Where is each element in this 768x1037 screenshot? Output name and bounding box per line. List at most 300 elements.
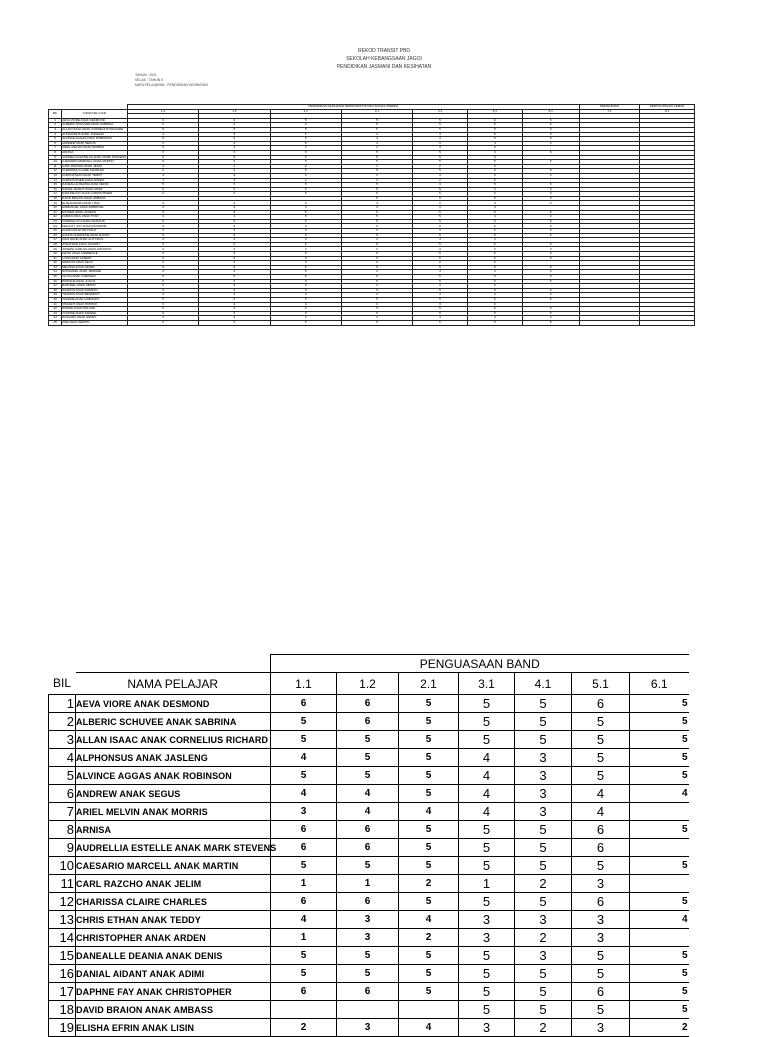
mini-cell: 5 xyxy=(467,132,522,137)
band-cell: 6 xyxy=(572,983,630,1001)
mini-row-number: 14 xyxy=(49,178,62,183)
mini-cell: 5 xyxy=(341,192,412,197)
table-row xyxy=(49,929,689,947)
mini-row-number: 31 xyxy=(49,256,62,261)
mini-cell: 5 xyxy=(127,252,198,257)
mini-cell: 5 xyxy=(270,224,341,229)
band-cell: 3 xyxy=(572,875,630,893)
mini-cell: 5 xyxy=(522,150,579,155)
mini-unit-header: 1.1 xyxy=(127,109,198,114)
band-cell: 3 xyxy=(515,803,572,821)
mini-cell: 6 xyxy=(199,279,270,284)
mini-cell: 5 xyxy=(341,169,412,174)
mini-cell: 5 xyxy=(270,252,341,257)
mini-cell: 5 xyxy=(522,210,579,215)
band-cell xyxy=(399,1001,459,1019)
mini-cell: 3 xyxy=(413,302,468,307)
mini-cell: 6 xyxy=(467,155,522,160)
mini-cell: 5 xyxy=(270,210,341,215)
mini-cell: 5 xyxy=(467,127,522,132)
mini-cell: 5 xyxy=(199,252,270,257)
band-cell: 5 xyxy=(572,947,630,965)
mini-cell: 5 xyxy=(467,252,522,257)
mini-cell: 5 xyxy=(341,150,412,155)
mini-cell: 5 xyxy=(413,187,468,192)
mini-row-number: 38 xyxy=(49,288,62,293)
row-number: 6 xyxy=(49,785,76,803)
mini-row-name: WINNIE ANAK ROLAND xyxy=(62,307,128,312)
mini-row-name: OLIVIA ANAK STEPHEN xyxy=(62,274,128,279)
mini-cell: 4 xyxy=(413,293,468,298)
mini-cell: 5 xyxy=(270,132,341,137)
mini-cell xyxy=(640,320,695,325)
band-cell: 5 xyxy=(459,731,515,749)
band-cell: 6 xyxy=(337,713,399,731)
mini-row-number: 5 xyxy=(49,137,62,142)
mini-cell: 4 xyxy=(199,293,270,298)
mini-cell: 5 xyxy=(467,219,522,224)
mini-row-number: 37 xyxy=(49,284,62,289)
doc-title-3: PENDIDIKAN JASMANI DAN KESIHATAN xyxy=(336,64,432,70)
band-cell: 5 xyxy=(337,731,399,749)
mini-row-name: ALBERIC SCHUVEE ANAK SABRINA xyxy=(62,123,128,128)
mini-cell: 5 xyxy=(199,297,270,302)
band-cell: 1 xyxy=(337,875,399,893)
band-cell: 6 xyxy=(572,821,630,839)
mini-row-number: 39 xyxy=(49,293,62,298)
mini-cell: 4 xyxy=(270,316,341,321)
band-cell: 5 xyxy=(515,695,572,713)
mini-row-name: YVONNE ANAK SAMUEL xyxy=(62,311,128,316)
mini-cell: 3 xyxy=(467,201,522,206)
mini-cell: 5 xyxy=(413,320,468,325)
band-cell: 5 xyxy=(630,695,689,713)
mini-cell: 5 xyxy=(127,288,198,293)
mini-cell: 3 xyxy=(522,247,579,252)
band-cell: 5 xyxy=(337,947,399,965)
mini-row-name: ARNISA xyxy=(62,150,128,155)
mini-cell: 6 xyxy=(199,155,270,160)
band-cell xyxy=(271,1001,337,1019)
band-cell: 5 xyxy=(459,893,515,911)
mini-row-number: 45 xyxy=(49,320,62,325)
mini-cell: 4 xyxy=(341,146,412,151)
col-unit-1-1: 1.1 xyxy=(271,673,337,695)
band-cell: 5 xyxy=(459,713,515,731)
mini-row-name: VINCENT ANAK PATRICK xyxy=(62,302,128,307)
mini-cell: 5 xyxy=(341,155,412,160)
band-cell: 5 xyxy=(337,749,399,767)
band-cell: 5 xyxy=(271,857,337,875)
table-row xyxy=(49,803,689,821)
mini-cell: 3 xyxy=(413,206,468,211)
band-cell: 5 xyxy=(459,839,515,857)
mini-cell: 6 xyxy=(199,150,270,155)
mini-cell: 3 xyxy=(341,173,412,178)
band-cell: 5 xyxy=(630,1001,689,1019)
mini-row-number: 44 xyxy=(49,316,62,321)
mini-cell: 5 xyxy=(270,297,341,302)
mini-row-name: SHARON ANAK DOMINIC xyxy=(62,288,128,293)
mini-row-name: CHARISSA CLAIRE CHARLES xyxy=(62,169,128,174)
mini-row-number: 35 xyxy=(49,274,62,279)
mini-row-number: 28 xyxy=(49,242,62,247)
row-number: 13 xyxy=(49,911,76,929)
band-cell: 5 xyxy=(337,857,399,875)
col-unit-5-1: 5.1 xyxy=(572,673,630,695)
mini-cell: 4 xyxy=(199,238,270,243)
mini-cell: 5 xyxy=(341,311,412,316)
table-row xyxy=(49,1001,689,1019)
band-cell: 5 xyxy=(572,857,630,875)
mini-cell: 3 xyxy=(467,261,522,266)
band-cell: 5 xyxy=(630,749,689,767)
band-cell: 2 xyxy=(271,1019,337,1037)
band-cell xyxy=(630,929,689,947)
band-cell: 3 xyxy=(572,911,630,929)
mini-cell: 3 xyxy=(413,247,468,252)
band-cell: 6 xyxy=(572,839,630,857)
student-name: ALPHONSUS ANAK JASLENG xyxy=(76,749,271,767)
mini-cell: 6 xyxy=(467,150,522,155)
col-unit-6-1: 6.1 xyxy=(630,673,689,695)
mini-row-number: 24 xyxy=(49,224,62,229)
band-cell: 1 xyxy=(271,875,337,893)
mini-cell: 3 xyxy=(467,173,522,178)
band-cell: 5 xyxy=(271,767,337,785)
mini-cell: 5 xyxy=(199,265,270,270)
row-number: 12 xyxy=(49,893,76,911)
doc-meta-year: TAHUN : 2021 xyxy=(135,73,157,77)
row-number: 7 xyxy=(49,803,76,821)
mini-cell: 4 xyxy=(199,215,270,220)
mini-cell: 5 xyxy=(522,320,579,325)
mini-row-name: ALLAN ISAAC ANAK CORNELIUS RICHARD xyxy=(62,127,128,132)
mini-row-name: DANEALLE DEANIA ANAK DENIS xyxy=(62,183,128,188)
mini-cell: 5 xyxy=(413,297,468,302)
band-cell: 4 xyxy=(630,911,689,929)
mini-cell: 5 xyxy=(522,311,579,316)
mini-cell: 5 xyxy=(270,215,341,220)
band-cell: 5 xyxy=(630,857,689,875)
group-header-peers: PENDIDIKAN KESIHATAN REPRODUKTIF DAN SOSIAL (PEERS) xyxy=(127,105,579,110)
mini-cell: 5 xyxy=(199,288,270,293)
mini-row-name: RAPHAEL ANAK SIMON xyxy=(62,284,128,289)
mini-row-number: 11 xyxy=(49,164,62,169)
table-row xyxy=(49,983,689,1001)
table-row xyxy=(49,731,689,749)
mini-cell: 5 xyxy=(467,288,522,293)
mini-cell: 5 xyxy=(270,274,341,279)
band-cell: 5 xyxy=(515,893,572,911)
band-cell: 1 xyxy=(459,875,515,893)
mini-row-name: FELICITY JOY ANAK RAYMOND xyxy=(62,224,128,229)
mini-cell: 5 xyxy=(270,118,341,123)
band-cell: 4 xyxy=(399,803,459,821)
mini-cell: 5 xyxy=(127,183,198,188)
mini-cell: 5 xyxy=(270,160,341,165)
table-row xyxy=(49,857,689,875)
mini-row-number: 19 xyxy=(49,201,62,206)
mini-cell: 5 xyxy=(127,160,198,165)
mini-cell: 4 xyxy=(413,316,468,321)
band-cell: 4 xyxy=(459,749,515,767)
group-header-nutrition: PEMAKANAN xyxy=(579,105,639,110)
band-cell: 5 xyxy=(630,893,689,911)
mini-cell: 5 xyxy=(467,210,522,215)
mini-cell: 1 xyxy=(127,164,198,169)
mini-cell: 3 xyxy=(413,183,468,188)
band-cell: 3 xyxy=(515,767,572,785)
band-cell: 5 xyxy=(572,1001,630,1019)
mini-cell: 5 xyxy=(341,256,412,261)
mini-cell: 6 xyxy=(467,224,522,229)
mini-cell: 5 xyxy=(467,196,522,201)
band-cell: 4 xyxy=(459,785,515,803)
band-cell: 5 xyxy=(399,965,459,983)
mini-cell: 5 xyxy=(522,265,579,270)
table-row xyxy=(49,875,689,893)
mini-cell: 6 xyxy=(199,256,270,261)
mini-cell: 5 xyxy=(467,183,522,188)
band-cell: 5 xyxy=(459,947,515,965)
mini-cell: 4 xyxy=(522,215,579,220)
band-cell: 3 xyxy=(459,1019,515,1037)
mini-row-name: ZACHARY ANAK HENRY xyxy=(62,316,128,321)
mini-cell: 4 xyxy=(270,238,341,243)
mini-cell: 5 xyxy=(413,192,468,197)
mini-cell: 5 xyxy=(522,123,579,128)
mini-row-number: 2 xyxy=(49,123,62,128)
mini-cell: 5 xyxy=(341,127,412,132)
mini-cell: 5 xyxy=(467,307,522,312)
mini-cell: 5 xyxy=(413,210,468,215)
mini-cell: 4 xyxy=(127,293,198,298)
mini-cell: 3 xyxy=(127,229,198,234)
mini-cell: 4 xyxy=(270,302,341,307)
mini-cell: 4 xyxy=(467,146,522,151)
mini-cell: 2 xyxy=(413,201,468,206)
mini-cell: 5 xyxy=(413,224,468,229)
mini-cell: 5 xyxy=(413,160,468,165)
row-number: 11 xyxy=(49,875,76,893)
doc-meta-subject: MATA PELAJARAN : PENDIDIKAN KESIHATAN xyxy=(135,83,208,87)
mini-cell: 5 xyxy=(199,233,270,238)
band-cell: 6 xyxy=(337,983,399,1001)
col-unit-4-1: 4.1 xyxy=(515,673,572,695)
mini-cell: 5 xyxy=(522,183,579,188)
band-cell xyxy=(630,875,689,893)
mini-cell: 5 xyxy=(341,210,412,215)
mini-cell: 5 xyxy=(467,274,522,279)
student-name: ARIEL MELVIN ANAK MORRIS xyxy=(76,803,271,821)
mini-cell: 4 xyxy=(270,146,341,151)
band-cell: 4 xyxy=(459,803,515,821)
mini-cell: 5 xyxy=(467,320,522,325)
band-cell: 5 xyxy=(515,839,572,857)
row-number: 5 xyxy=(49,767,76,785)
band-cell: 5 xyxy=(459,965,515,983)
mini-cell: 4 xyxy=(413,270,468,275)
mini-cell xyxy=(579,320,639,325)
band-cell: 5 xyxy=(337,767,399,785)
band-cell: 5 xyxy=(630,731,689,749)
zoomed-table-view xyxy=(48,654,688,1035)
mini-cell: 5 xyxy=(127,187,198,192)
mini-row-name: KEVIN ANAK LAWRENCE xyxy=(62,252,128,257)
mini-cell: 5 xyxy=(522,252,579,257)
table-row xyxy=(49,695,689,713)
mini-cell: 3 xyxy=(467,164,522,169)
mini-row-name: CAESARIO MARCELL ANAK MARTIN xyxy=(62,160,128,165)
mini-cell: 3 xyxy=(127,284,198,289)
mini-cell: 5 xyxy=(522,196,579,201)
mini-cell: 3 xyxy=(270,229,341,234)
student-name: AUDRELLIA ESTELLE ANAK MARK STEVENS xyxy=(76,839,271,857)
row-number: 17 xyxy=(49,983,76,1001)
mini-cell: 5 xyxy=(270,183,341,188)
mini-cell: 6 xyxy=(199,224,270,229)
band-cell: 5 xyxy=(572,749,630,767)
mini-cell: 3 xyxy=(467,247,522,252)
mini-cell: 5 xyxy=(467,265,522,270)
mini-cell: 4 xyxy=(127,141,198,146)
band-cell: 2 xyxy=(630,1019,689,1037)
mini-cell: 5 xyxy=(467,160,522,165)
band-cell: 4 xyxy=(399,1019,459,1037)
mini-cell: 6 xyxy=(127,224,198,229)
mini-cell: 5 xyxy=(413,127,468,132)
mini-cell: 5 xyxy=(341,233,412,238)
band-cell: 5 xyxy=(399,983,459,1001)
mini-cell: 5 xyxy=(467,233,522,238)
mini-cell: 4 xyxy=(341,137,412,142)
mini-row-name: PATRICIA ANAK JULIUS xyxy=(62,279,128,284)
mini-cell: 6 xyxy=(127,118,198,123)
band-cell xyxy=(630,803,689,821)
mini-row-name: GLENN ANAK REYNALD xyxy=(62,229,128,234)
mini-cell: 5 xyxy=(199,137,270,142)
mini-cell: 5 xyxy=(522,137,579,142)
table-row xyxy=(49,785,689,803)
student-name: AEVA VIORE ANAK DESMOND xyxy=(76,695,271,713)
mini-cell: 5 xyxy=(270,265,341,270)
band-cell: 5 xyxy=(271,731,337,749)
mini-cell: 2 xyxy=(413,261,468,266)
mini-cell: 4 xyxy=(127,270,198,275)
mini-cell: 5 xyxy=(341,215,412,220)
mini-cell: 5 xyxy=(413,252,468,257)
table-row xyxy=(49,947,689,965)
mini-row-number: 7 xyxy=(49,146,62,151)
mini-cell: 5 xyxy=(127,123,198,128)
mini-row-number: 10 xyxy=(49,160,62,165)
band-cell: 5 xyxy=(515,965,572,983)
student-name: DAPHNE FAY ANAK CHRISTOPHER xyxy=(76,983,271,1001)
student-name: DANEALLE DEANIA ANAK DENIS xyxy=(76,947,271,965)
student-name: ELISHA EFRIN ANAK LISIN xyxy=(76,1019,271,1037)
mini-cell: 5 xyxy=(413,155,468,160)
mini-cell: 5 xyxy=(522,256,579,261)
mini-row-name: THOMAS ANAK BENEDICT xyxy=(62,293,128,298)
mini-cell: 5 xyxy=(199,320,270,325)
mini-cell: 4 xyxy=(522,141,579,146)
mini-cell: 4 xyxy=(127,173,198,178)
mini-cell: 2 xyxy=(341,261,412,266)
mini-cell: 5 xyxy=(467,242,522,247)
row-number: 8 xyxy=(49,821,76,839)
mini-cell: 5 xyxy=(522,242,579,247)
mini-cell: 5 xyxy=(199,187,270,192)
mini-row-name: DAPHNE FAY ANAK CHRISTOPHER xyxy=(62,192,128,197)
mini-cell: 3 xyxy=(199,284,270,289)
mini-cell: 5 xyxy=(341,196,412,201)
mini-cell: 5 xyxy=(270,270,341,275)
mini-unit-header: 3.1 xyxy=(341,109,412,114)
band-cell: 3 xyxy=(337,911,399,929)
mini-cell: 6 xyxy=(127,256,198,261)
mini-cell: 3 xyxy=(270,206,341,211)
mini-cell: 5 xyxy=(467,297,522,302)
band-cell: 3 xyxy=(572,929,630,947)
mini-row-number: 4 xyxy=(49,132,62,137)
mini-cell: 4 xyxy=(199,141,270,146)
mini-row-number: 22 xyxy=(49,215,62,220)
mini-row-name: FARIDAH AYU ANAK FRANCIS xyxy=(62,219,128,224)
mini-cell: 6 xyxy=(467,311,522,316)
mini-cell: 5 xyxy=(467,123,522,128)
mini-row-number: 9 xyxy=(49,155,62,160)
mini-cell: 5 xyxy=(467,137,522,142)
doc-meta-class: KELAS : TAHUN 5 xyxy=(135,78,163,82)
table-row xyxy=(49,749,689,767)
band-cell: 5 xyxy=(572,965,630,983)
mini-row-number: 34 xyxy=(49,270,62,275)
row-number: 9 xyxy=(49,839,76,857)
mini-cell: 3 xyxy=(341,178,412,183)
mini-cell: 5 xyxy=(522,224,579,229)
band-cell: 5 xyxy=(399,857,459,875)
mini-unit-header: 4.1 xyxy=(413,109,468,114)
group-header-first-aid: PERTOLONGAN CEMAS xyxy=(640,105,695,110)
band-cell: 3 xyxy=(337,1019,399,1037)
mini-cell: 5 xyxy=(199,160,270,165)
band-cell: 6 xyxy=(572,893,630,911)
mini-cell: 4 xyxy=(270,201,341,206)
mini-cell: 5 xyxy=(341,187,412,192)
mini-cell: 4 xyxy=(341,316,412,321)
mini-cell: 5 xyxy=(522,288,579,293)
mini-row-name: IVAN DAVID ANAK ALOYSIUS xyxy=(62,238,128,243)
band-cell: 6 xyxy=(337,893,399,911)
student-name: ALVINCE AGGAS ANAK ROBINSON xyxy=(76,767,271,785)
mini-cell: 4 xyxy=(467,141,522,146)
mini-cell: 5 xyxy=(413,169,468,174)
mini-cell: 5 xyxy=(413,215,468,220)
mini-cell: 3 xyxy=(127,146,198,151)
mini-cell: 5 xyxy=(341,123,412,128)
mini-cell: 5 xyxy=(270,279,341,284)
mini-cell: 4 xyxy=(522,293,579,298)
mini-table-row xyxy=(49,320,695,325)
mini-cell: 2 xyxy=(199,261,270,266)
band-cell: 3 xyxy=(515,785,572,803)
mini-row-number: 21 xyxy=(49,210,62,215)
mini-cell: 4 xyxy=(522,173,579,178)
row-number: 2 xyxy=(49,713,76,731)
mini-cell: 5 xyxy=(341,274,412,279)
document-page-preview xyxy=(0,0,768,380)
